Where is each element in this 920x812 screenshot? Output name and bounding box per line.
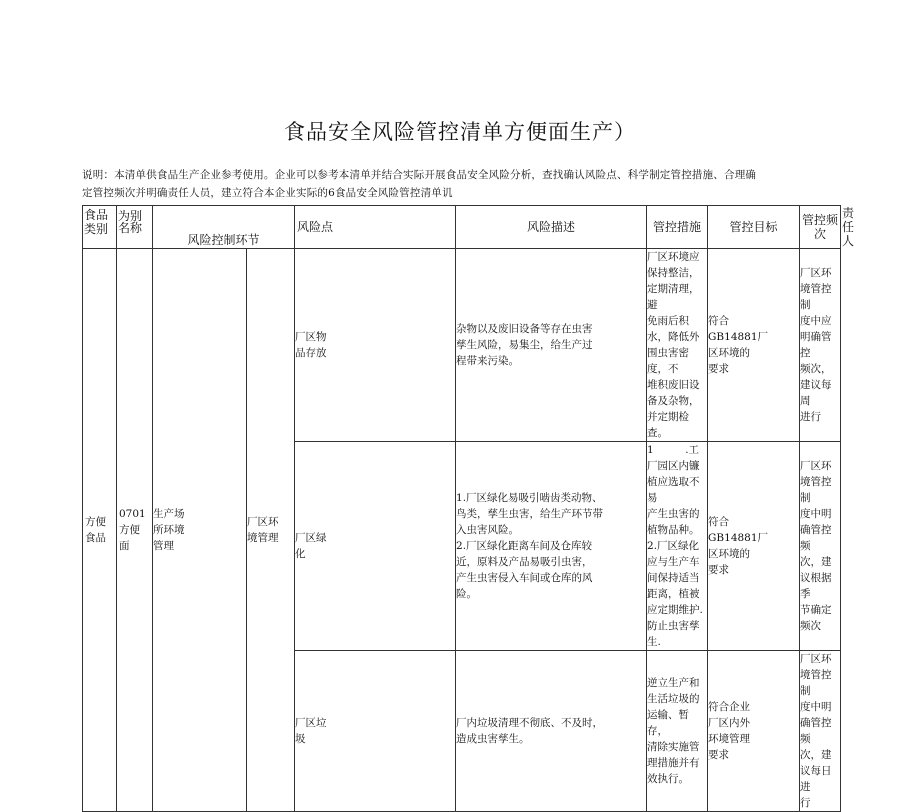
control-measure-cell: 厂区环境应保持整洁，定期清理，避 免雨后积水，降低外围虫害密度，不 堆积废旧设备及杂物，并定期检查。 bbox=[647, 249, 708, 442]
control-freq-cell: 厂区环境管控制 度中明确管控频 次，建议每日进 行 bbox=[800, 651, 841, 812]
food-code-cell: 0701 方便 面 bbox=[117, 249, 153, 812]
note-line-1: 说明：本清单供食品生产企业参考使用。企业可以参考本清单并结合实际开展食品安全风险分析，查找确认风险点、科学制定管控措施、合理确 bbox=[82, 169, 757, 181]
risk-point-cell: 厂区绿 化 bbox=[295, 442, 456, 651]
risk-desc-cell: 厂内垃圾清理不彻底、不及时， 造成虫害孳生。 bbox=[456, 651, 647, 812]
header-desc: 风险描述 bbox=[456, 206, 647, 249]
control-freq-cell: 厂区环境管控制 度中应明确管控 频次，建议每周 进行 bbox=[800, 249, 841, 442]
header-measure: 管控措施 bbox=[647, 206, 708, 249]
control-goal-cell: 符合企业 厂区内外 环境管理 要求 bbox=[708, 651, 800, 812]
header-row: 食品 类别 为别 名称 风险控制环节 风险点 风险描述 管控措施 管控目标 管控频次 责任人 bbox=[84, 206, 855, 248]
table-row bbox=[83, 249, 841, 442]
risk-desc-cell: 1.厂区绿化易吸引啮齿类动物、 鸟类，孳生虫害，给生产环节带 入虫害风险。 2.厂区绿化距离车间及仓库较 近，原料及产品易吸引虫害， 产生虫害侵入车间或仓库的风 险。 bbox=[456, 442, 647, 651]
column-spacer bbox=[201, 249, 247, 812]
header-link: 风险控制环节 bbox=[153, 206, 295, 249]
control-sublink-cell: 厂区环 境管理 bbox=[247, 249, 295, 812]
header-point: 风险点 bbox=[295, 206, 456, 249]
control-link-cell: 生产场 所环境 管理 bbox=[153, 249, 201, 812]
risk-desc-cell: 杂物以及废旧设备等存在虫害 孳生风险，易集尘，给生产过 程带来污染。 bbox=[456, 249, 647, 442]
control-freq-cell: 厂区环境管控制 度中明确管控频 次，建议根据季 节确定频次 bbox=[800, 442, 841, 651]
control-measure-cell: 逆立生产和生活垃圾的运输、暂存， 清除实施管理措施并有效执行。 bbox=[647, 651, 708, 812]
header-goal: 管控目标 bbox=[708, 206, 800, 249]
note-line-2: 定管控频次并明确责任人员，建立符合本企业实际的6食品安全风险管控清单讥 bbox=[82, 187, 453, 199]
document-title: 食品安全风险管控清单方便面生产） bbox=[284, 120, 636, 144]
risk-control-table bbox=[82, 205, 855, 812]
control-goal-cell: 符合 GB14881厂 区环境的 要求 bbox=[708, 249, 800, 442]
control-goal-cell: 符合 GB14881厂 区环境的 要求 bbox=[708, 442, 800, 651]
risk-point-cell: 厂区物 品存放 bbox=[295, 249, 456, 442]
control-measure-cell: 1 .工厂园区内镰植应选取不易 产生虫害的植物品种。 2.厂区绿化应与生产车间保持适当 距离，植被应定期维护.防止虫害孳 生. bbox=[647, 442, 708, 651]
header-freq: 管控频次 bbox=[800, 206, 841, 249]
risk-point-cell: 厂区垃 圾 bbox=[295, 651, 456, 812]
header-code: 为别 名称 bbox=[117, 206, 153, 249]
food-category-cell: 方便 食品 bbox=[83, 249, 117, 812]
header-category: 食品 类别 bbox=[83, 206, 117, 249]
note-paragraph bbox=[82, 166, 842, 202]
